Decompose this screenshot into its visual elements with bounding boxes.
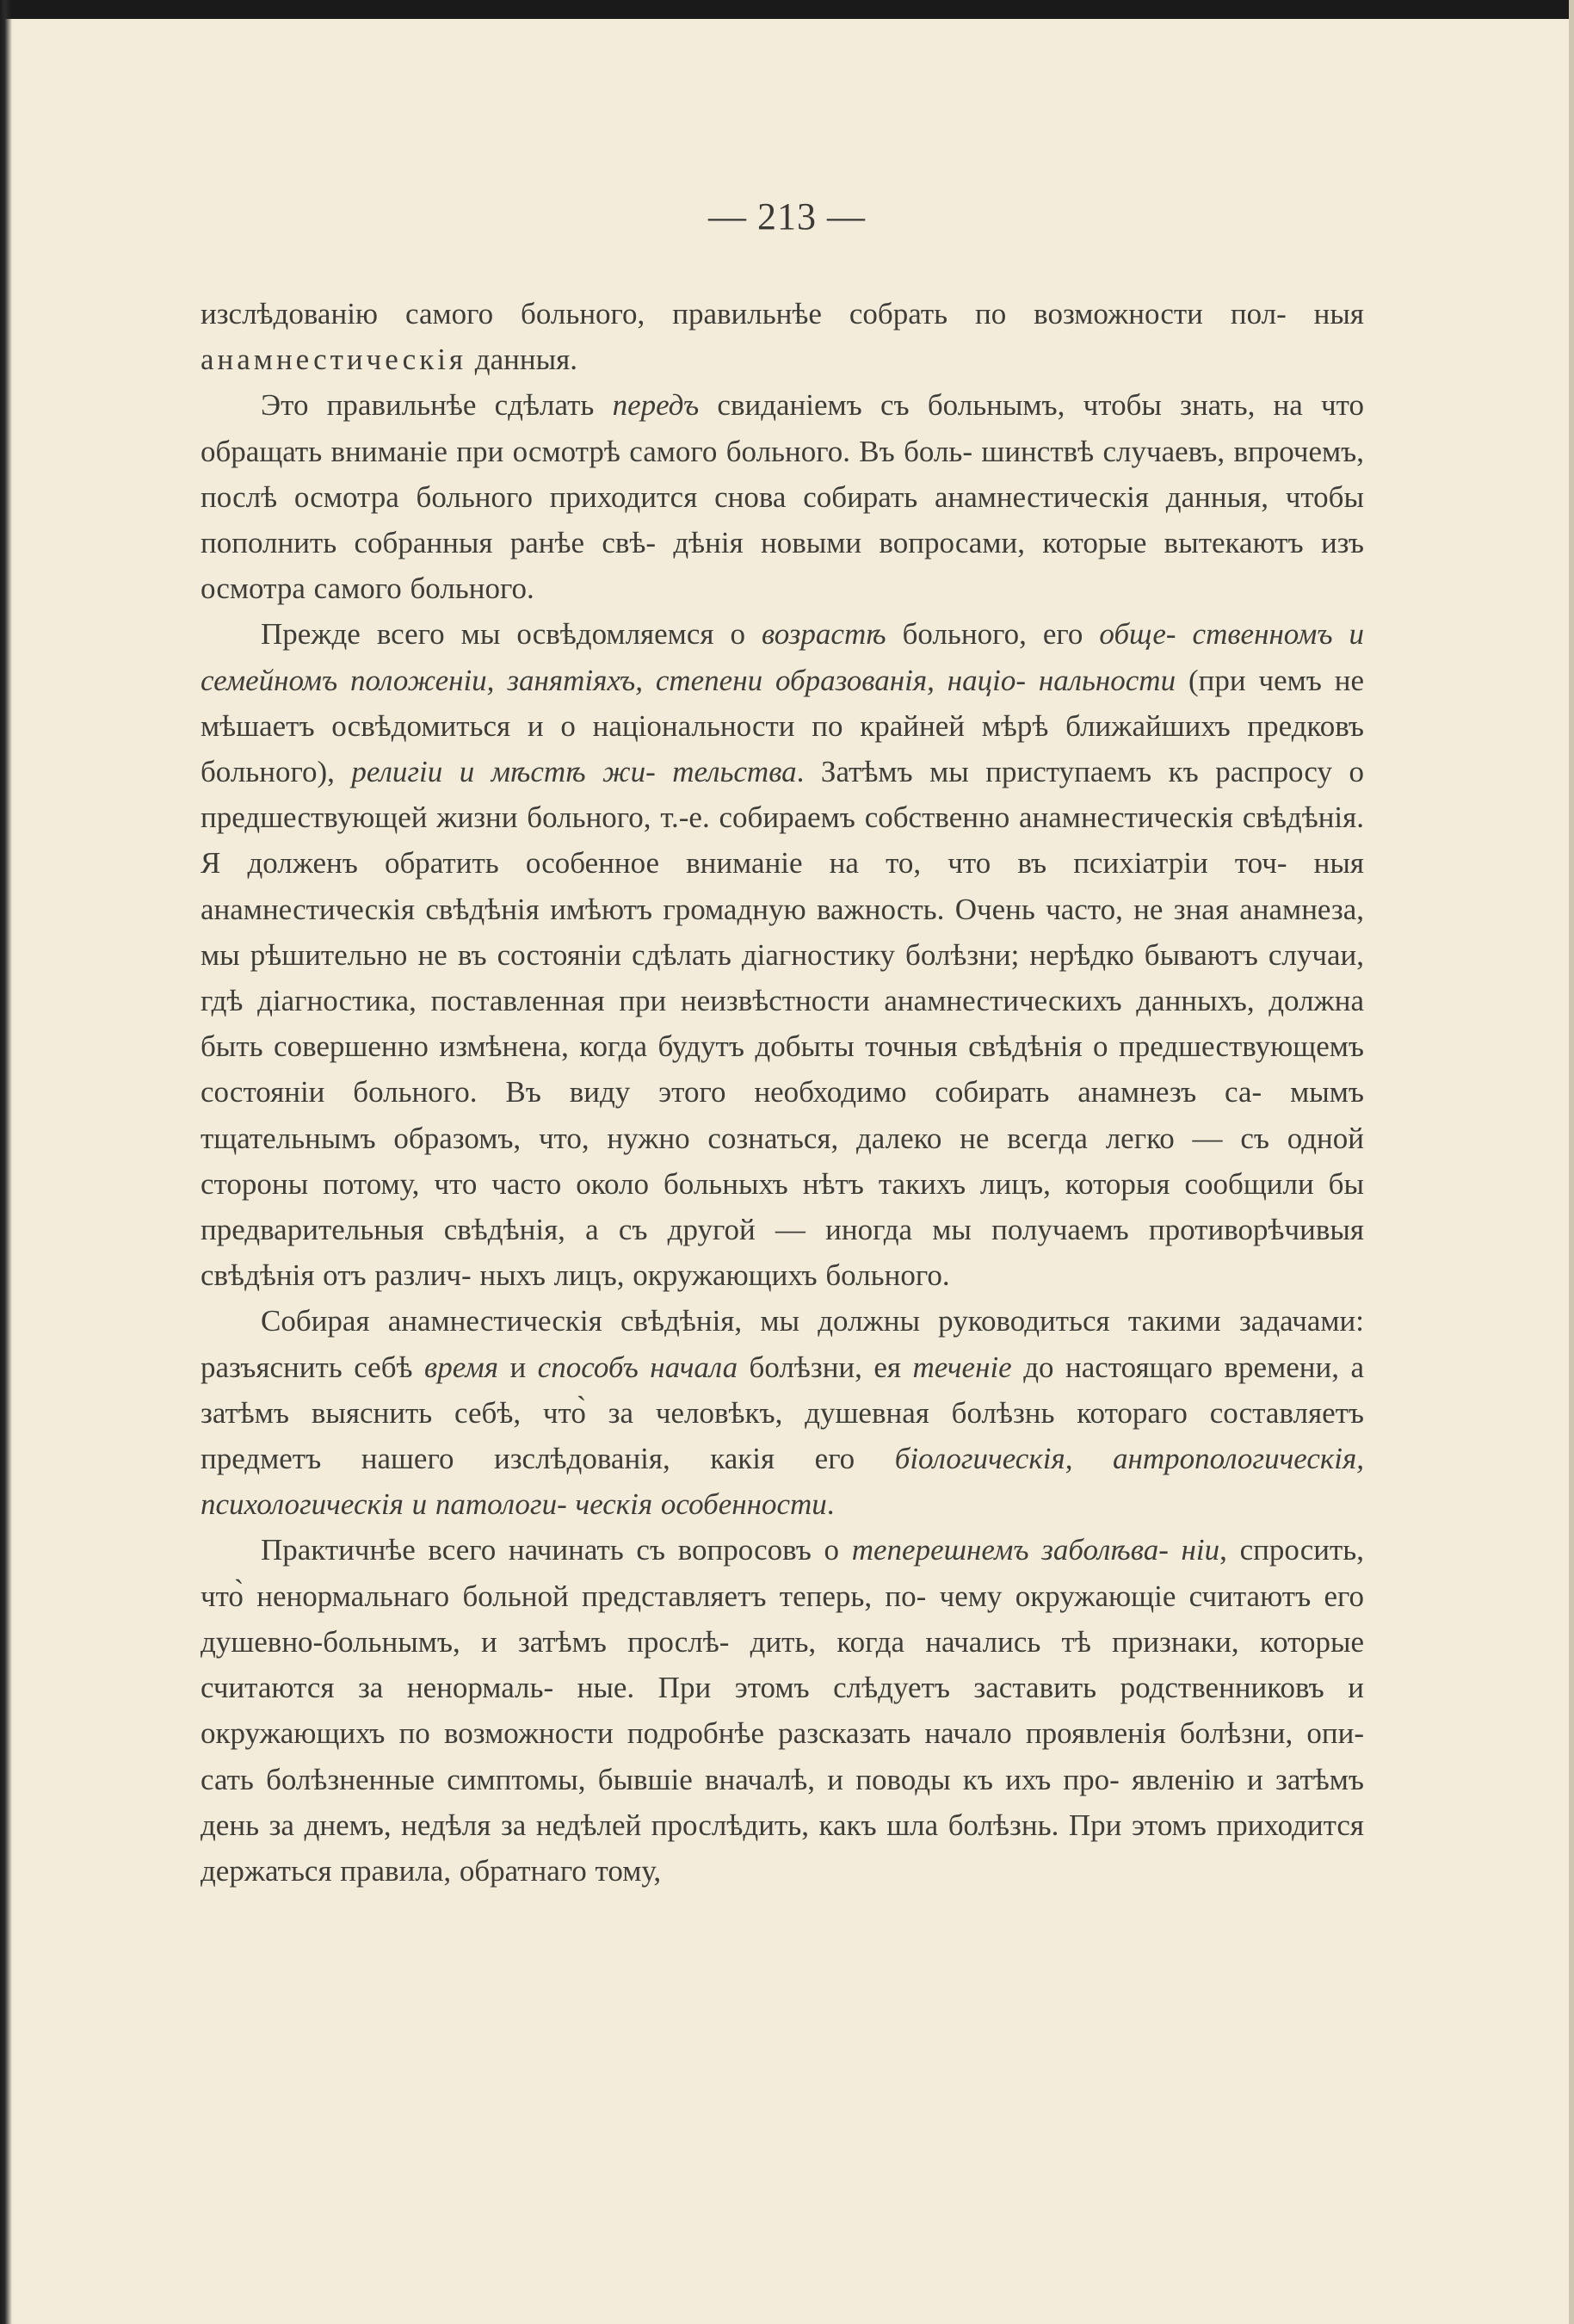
emphasized-text: обще- ственномъ и семейномъ положеніи, занятіяхъ, степени образованія, націо- нальности — [201, 617, 1364, 697]
text-run: Собирая анамнестическія свѣдѣнія, мы должны руководиться такими задачами: разъяснить себѣ — [201, 1304, 1364, 1384]
text-run: Прежде всего мы освѣдомляемся о — [261, 617, 762, 652]
emphasized-text: религіи и мѣстѣ жи- тельства — [351, 755, 797, 789]
paragraph — [201, 611, 1364, 1298]
scan-right-border — [1569, 0, 1574, 2324]
text-run: Практичнѣе всего начинать съ вопросовъ о — [261, 1533, 852, 1567]
paragraph — [201, 291, 1364, 382]
emphasized-text: передъ — [612, 388, 700, 423]
page-number: — 213 — — [708, 195, 866, 238]
emphasized-text: теченіе — [912, 1350, 1012, 1384]
paragraph — [201, 1527, 1364, 1894]
emphasized-text: біологическія, антропологическія, психологическія и патологи- ческія особенности — [201, 1442, 1364, 1522]
scan-top-border — [0, 0, 1574, 19]
paragraph — [201, 382, 1364, 611]
text-run: Это правильнѣе сдѣлать — [261, 388, 613, 423]
emphasized-text: теперешнемъ заболѣва- ніи — [851, 1533, 1220, 1567]
text-run: и — [497, 1350, 538, 1384]
text-run: . Затѣмъ мы приступаемъ къ распросу о предшествующей жизни больного, т.-е. собираемъ собственно анамнестическія свѣдѣнія. Я долженъ обратить особенное вниманіе на то, что въ психіатріи точ- ныя анамнестическія свѣдѣнія имѣютъ громадную важность. Очень часто, не зная анамнеза, мы рѣшительно не въ состояніи сдѣлать діагностику болѣзни; нерѣдко бываютъ случаи, гдѣ діагностика, поставленная при неизвѣстности анамнестическихъ данныхъ, должна быть совершенно измѣнена, когда будутъ добыты точныя свѣдѣнія о предшествующемъ состояніи больного. Въ виду этого необходимо собирать анамнезъ са- мымъ тщательнымъ образомъ, что, нужно сознаться, далеко не всегда легко — съ одной стороны потому, что часто около больныхъ нѣтъ такихъ лицъ, которыя сообщили бы предварительныя свѣдѣнія, а съ другой — иногда мы получаемъ противорѣчивыя свѣдѣнія отъ различ- ныхъ лицъ, окружающихъ больного. — [201, 755, 1364, 1293]
text-run: больного, его — [886, 617, 1100, 652]
book-spine-shadow — [0, 0, 12, 2324]
text-run: болѣзни, ея — [738, 1350, 913, 1384]
paragraph — [201, 1298, 1364, 1527]
text-run: . — [826, 1487, 835, 1522]
text-run: изслѣдованію самого больного, правильнѣе собрать по возможности пол- ныя — [201, 297, 1364, 331]
emphasized-text: способъ начала — [537, 1350, 738, 1384]
body-text — [201, 291, 1364, 1894]
text-run: , спросить, что̀ ненормальнаго больной представляетъ теперь, по- чему окружающіе считаютъ его душевно-больнымъ, и затѣмъ прослѣ- дить, когда начались тѣ признаки, которые считаются за ненормаль- ные. При этомъ слѣдуетъ заставить родственниковъ и окружающихъ по возможности подробнѣе разсказать начало проявленія болѣзни, опи- сать болѣзненные симптомы, бывшіе вначалѣ, и поводы къ ихъ про- явленію и затѣмъ день за днемъ, недѣля за недѣлей прослѣдить, какъ шла болѣзнь. При этомъ приходится держаться правила, обратнаго тому, — [201, 1533, 1364, 1888]
emphasized-text: возрастѣ — [762, 617, 886, 652]
spaced-emphasis-text: анамнестическія — [201, 343, 467, 377]
text-run: (при чемъ не мѣшаетъ освѣдомиться и о національности по крайней мѣрѣ ближайшихъ предковъ больного), — [201, 663, 1365, 789]
emphasized-text: время — [424, 1350, 498, 1384]
text-run: свиданіемъ съ больнымъ, чтобы знать, на что обращать вниманіе при осмотрѣ самого больного. Въ боль- шинствѣ случаевъ, впрочемъ, послѣ осмотра больного приходится снова собирать анамнестическія данныя, чтобы пополнить собранныя ранѣе свѣ- дѣнія новыми вопросами, которые вытекаютъ изъ осмотра самого больного. — [201, 388, 1364, 606]
text-run: данныя. — [466, 343, 577, 377]
text-run: до настоящаго времени, а затѣмъ выяснить себѣ, что̀ за человѣкъ, душевная болѣзнь котораго составляетъ предметъ нашего изслѣдованія, какія его — [201, 1350, 1364, 1476]
